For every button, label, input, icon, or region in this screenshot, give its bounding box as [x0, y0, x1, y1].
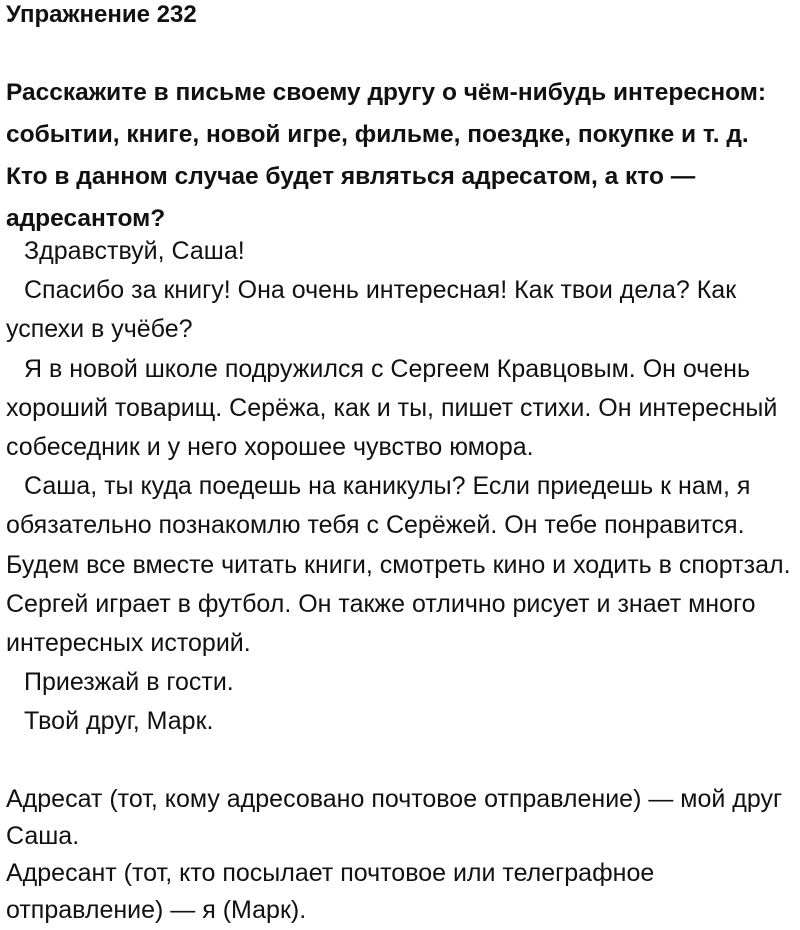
exercise-title: Упражнение 232 [6, 1, 197, 28]
exercise-task: Расскажите в письме своему другу о чём-нибудь интересном: событии, книге, новой игре, фильме, поездке, покупке и т. д. Кто в данном случае будет являться адресатом, а кто — адресантом? [6, 79, 767, 232]
letter-signature: Твой друг, Марк. [24, 707, 214, 736]
answer-block [6, 781, 798, 929]
letter-paragraph: Спасибо за книгу! Она очень интересная! Как твои дела? Как успехи в учёбе? [6, 276, 737, 344]
letter-paragraph: Я в новой школе подружился с Сергеем Кравцовым. Он очень хороший товарищ. Серёжа, как и ты, пишет стихи. Он интересный собеседник и у него хорошее чувство юмора. [6, 354, 778, 462]
letter-paragraph: Саша, ты куда поедешь на каникулы? Если приедешь к нам, я обязательно познакомлю тебя с Серёжей. Он тебе понравится. Будем все вместе читать книги, смотреть кино и ходить в спортзал. Сергей играет в футбол. Он также отлично рисует и знает много интересных историй. [6, 472, 791, 658]
letter-text [6, 232, 798, 742]
letter-greeting: Здравствуй, Саша! [24, 237, 245, 265]
answer-addressee: Адресат (тот, кому адресовано почтовое отправление) — мой друг Саша. [6, 785, 783, 850]
answer-addresser: Адресант (тот, кто посылает почтовое или телеграфное отправление) — я (Марк). [6, 859, 655, 924]
letter-paragraph: Приезжай в гости. [24, 668, 234, 697]
